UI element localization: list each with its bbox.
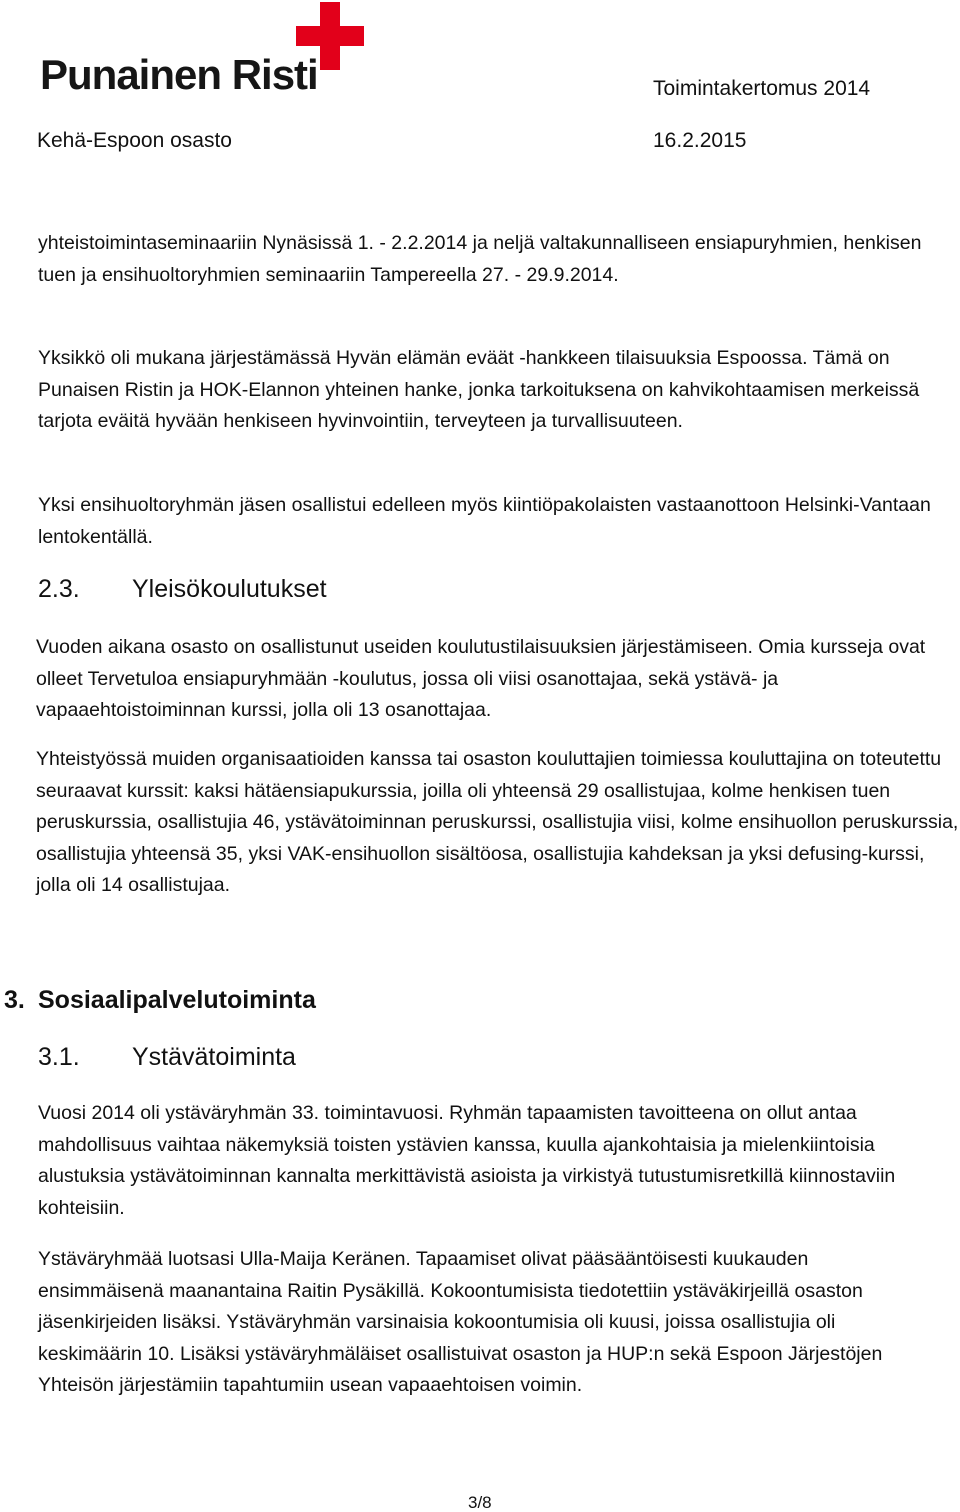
paragraph-yhteistyokurssit: Yhteistyössä muiden organisaatioiden kanssa tai osaston kouluttajien toimiessa kouluttajina on toteutettu seuraavat kurssit: kaksi hätäensiapukurssia, joilla oli yhteensä 29 osallistujaa, kolme henkisen tuen peruskurssia, osallistujia 46, ystävätoiminnan peruskurssi, osallistujia viisi, kolme ensihuollon peruskurssia, osallistujia yhteensä 35, yksi VAK-ensihuollon sisältöosa, osallistujia kahdeksan ja yksi defusing-kurssi, jolla oli 14 osallistujaa. <box>36 748 959 896</box>
paragraph-ystavaryhma-toiminta: Ystäväryhmää luotsasi Ulla-Maija Keränen. Tapaamiset olivat pääsääntöisesti kuukauden ensimmäisenä maanantaina Raitin Pysäkillä. Kokoontumisista tiedotettiin ystäväkirjeillä osaston jäsenkirjeiden lisäksi. Ystäväryhmän varsinaisia kokoontumisia oli kuusi, joissa osallistujia oli keskimäärin 10. Lisäksi ystäväryhmäläiset osallistuivat osaston ja HUP:n sekä Espoon Järjestöjen Yhteisön järjestämiin tapahtumiin usean vapaaehtoisen voimin. <box>38 1248 883 1396</box>
section-heading-ystavatoiminta <box>38 1045 296 1070</box>
section-title: Yleisökoulutukset <box>132 575 327 603</box>
section-number: 3. <box>4 986 25 1014</box>
red-cross-icon <box>296 2 364 70</box>
paragraph-hyvan-elaman-evaat: Yksikkö oli mukana järjestämässä Hyvän elämän eväät -hankkeen tilaisuuksia Espoossa. Tämä on Punaisen Ristin ja HOK-Elannon yhteinen hanke, jonka tarkoituksena on kahvikohtaamisen merkeissä tarjota eväitä hyvään henkiseen hyvinvointiin, terveyteen ja turvallisuuteen. <box>38 347 920 432</box>
paragraph-seminars: yhteistoimintaseminaariin Nynäsissä 1. - 2.2.2014 ja neljä valtakunnalliseen ensiapuryhmien, henkisen tuen ja ensihuoltoryhmien seminaariin Tampereella 27. - 29.9.2014. <box>38 232 922 286</box>
page-number: 3/8 <box>468 1493 492 1512</box>
section-heading-sosiaalipalvelutoiminta <box>4 988 316 1013</box>
section-title: Sosiaalipalvelutoiminta <box>38 986 316 1014</box>
section-heading-yleisokoulutukset <box>38 577 327 602</box>
section-number: 2.3. <box>38 575 80 603</box>
paragraph-omat-kurssit: Vuoden aikana osasto on osallistunut useiden koulutustilaisuuksien järjestämiseen. Omia kursseja ovat olleet Tervetuloa ensiapuryhmään -koulutus, jossa oli viisi osanottajaa, sekä ystävä- ja vapaaehtoistoiminnan kurssi, jolla oli 13 osanottajaa. <box>36 636 926 721</box>
unit-name: Kehä-Espoon osasto <box>37 129 232 152</box>
section-title: Ystävätoiminta <box>132 1043 296 1071</box>
section-number: 3.1. <box>38 1043 80 1071</box>
paragraph-ystavaryhma-vuosi: Vuosi 2014 oli ystäväryhmän 33. toimintavuosi. Ryhmän tapaamisten tavoitteena on ollut antaa mahdollisuus vaihtaa näkemyksiä toisten ystävien kanssa, kuulla ajankohtaisia ja mielenkiintoisia alustuksia ystävätoiminnan kannalta merkittävistä asioista ja virkistyä tutustumisretkillä kiinnostaviin kohteisiin. <box>38 1102 896 1219</box>
document-title: Toimintakertomus 2014 <box>653 77 871 100</box>
document-date: 16.2.2015 <box>653 129 747 152</box>
logo-wordmark: Punainen Risti <box>40 51 318 98</box>
paragraph-kiintiopakolaiset: Yksi ensihuoltoryhmän jäsen osallistui edelleen myös kiintiöpakolaisten vastaanottoon Helsinki-Vantaan lentokentällä. <box>38 494 931 548</box>
